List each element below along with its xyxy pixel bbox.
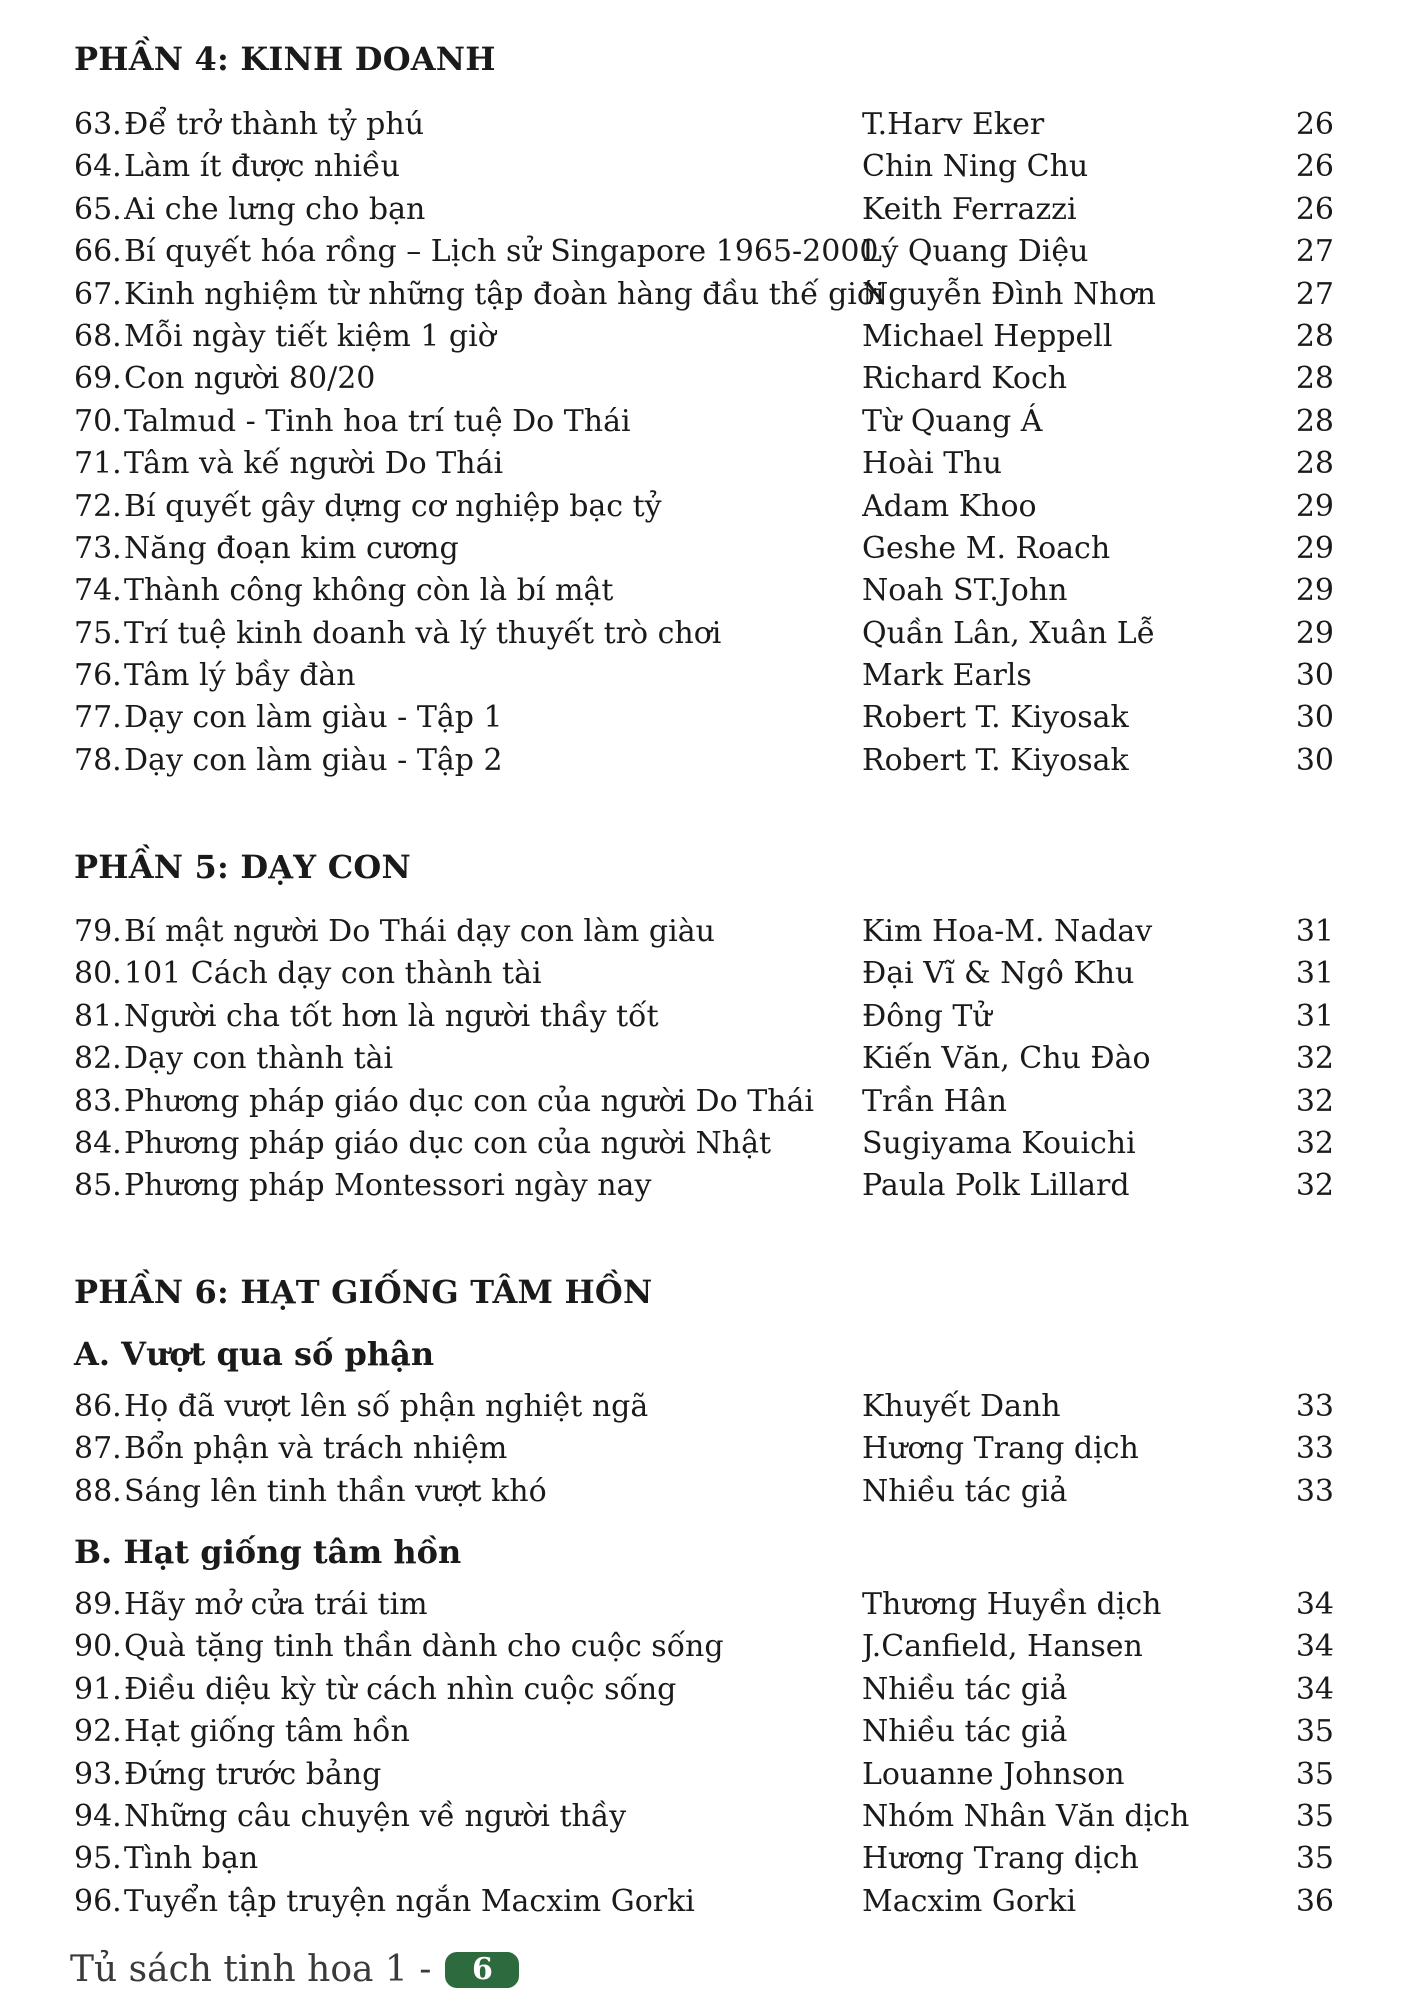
- entry-page-number: 36: [1295, 1883, 1334, 1919]
- page-footer: [70, 1948, 519, 1992]
- entry-page-number: 34: [1295, 1629, 1334, 1665]
- entry-number: 76.: [74, 658, 122, 694]
- toc-entry: [74, 104, 1334, 146]
- entry-author: Keith Ferrazzi: [862, 191, 1077, 227]
- entry-page-number: 35: [1295, 1756, 1334, 1792]
- entry-author: Hương Trang dịch: [862, 1431, 1139, 1467]
- entry-page-number: 27: [1295, 234, 1334, 270]
- entry-author: T.Harv Eker: [862, 107, 1045, 142]
- toc-entry: [74, 697, 1334, 739]
- toc-entry: [74, 953, 1334, 995]
- entry-author: Adam Khoo: [862, 488, 1037, 524]
- entry-number: 77.: [74, 700, 122, 736]
- toc-entry: [74, 1081, 1334, 1123]
- toc-entry: [74, 274, 1334, 316]
- entry-number: 75.: [74, 615, 122, 651]
- entry-number: 73.: [74, 530, 122, 566]
- entries-vuot-qua-so-phan: [74, 1386, 1334, 1513]
- page-number-badge: 6: [445, 1952, 519, 1988]
- entry-number: 78.: [74, 742, 122, 778]
- entry-page-number: 35: [1295, 1841, 1334, 1877]
- toc-entry: [74, 1881, 1334, 1923]
- entry-page-number: 30: [1295, 658, 1334, 694]
- entry-author: Nhiều tác giả: [862, 1714, 1068, 1750]
- entry-number: 70.: [74, 403, 122, 439]
- toc-entry: [74, 655, 1334, 697]
- toc-entry: [74, 1669, 1334, 1711]
- entry-page-number: 32: [1295, 1083, 1334, 1119]
- entry-title: Phương pháp giáo dục con của người Nhật: [124, 1125, 772, 1161]
- entry-author: Từ Quang Á: [862, 403, 1043, 439]
- entries-kinh-doanh: [74, 104, 1334, 782]
- entry-title: Tình bạn: [124, 1841, 259, 1877]
- entry-page-number: 29: [1295, 615, 1334, 651]
- entry-page-number: 33: [1295, 1389, 1334, 1424]
- toc-entry: [74, 1754, 1334, 1796]
- entry-page-number: 29: [1295, 530, 1334, 566]
- entry-page-number: 32: [1295, 1168, 1334, 1204]
- entry-number: 71.: [74, 446, 122, 482]
- entry-page-number: 35: [1295, 1714, 1334, 1750]
- toc-entry: [74, 1165, 1334, 1207]
- toc-entry: [74, 911, 1334, 953]
- entry-title: Talmud - Tinh hoa trí tuệ Do Thái: [124, 403, 631, 439]
- entry-title: Để trở thành tỷ phú: [124, 107, 425, 142]
- entry-page-number: 35: [1295, 1798, 1334, 1834]
- entries-hat-giong-tam-hon: [74, 1584, 1334, 1923]
- entry-title: Dạy con làm giàu - Tập 1: [124, 700, 503, 736]
- entry-title: Dạy con làm giàu - Tập 2: [124, 742, 503, 778]
- entry-number: 67.: [74, 276, 122, 312]
- entry-author: Khuyết Danh: [862, 1389, 1061, 1424]
- entry-page-number: 31: [1295, 914, 1334, 949]
- entry-title: Bí quyết gây dựng cơ nghiệp bạc tỷ: [124, 488, 662, 524]
- entry-title: 101 Cách dạy con thành tài: [124, 956, 542, 992]
- entry-number: 91.: [74, 1671, 122, 1707]
- entry-title: Con người 80/20: [124, 361, 376, 397]
- entry-title: Năng đoạn kim cương: [124, 530, 459, 566]
- entry-number: 96.: [74, 1883, 122, 1919]
- entries-day-con: [74, 911, 1334, 1208]
- entry-number: 81.: [74, 998, 122, 1034]
- entry-number: 64.: [74, 149, 122, 185]
- entry-number: 66.: [74, 234, 122, 270]
- toc-entry: [74, 1038, 1334, 1080]
- entry-page-number: 28: [1295, 361, 1334, 397]
- footer-series-title: Tủ sách tinh hoa 1 -: [70, 1949, 432, 1990]
- entry-page-number: 26: [1295, 107, 1334, 142]
- toc-entry: [74, 189, 1334, 231]
- entry-page-number: 32: [1295, 1125, 1334, 1161]
- toc-entry: [74, 401, 1334, 443]
- entry-title: Ai che lưng cho bạn: [124, 191, 426, 227]
- entry-author: Macxim Gorki: [862, 1883, 1077, 1919]
- entry-title: Bổn phận và trách nhiệm: [124, 1431, 508, 1467]
- entry-title: Người cha tốt hơn là người thầy tốt: [124, 998, 659, 1034]
- toc-entry: [74, 1123, 1334, 1165]
- entry-author: Richard Koch: [862, 361, 1068, 397]
- section-title-kinh-doanh: PHẦN 4: KINH DOANH: [74, 40, 496, 78]
- entry-author: Nhóm Nhân Văn dịch: [862, 1798, 1190, 1834]
- toc-entry: [74, 231, 1334, 273]
- toc-entry: [74, 613, 1334, 655]
- entry-author: Nhiều tác giả: [862, 1473, 1068, 1509]
- toc-entry: [74, 1838, 1334, 1880]
- toc-entry: [74, 443, 1334, 485]
- entry-author: Quần Lân, Xuân Lễ: [862, 615, 1156, 651]
- entry-page-number: 26: [1295, 149, 1334, 185]
- entry-author: Mark Earls: [862, 658, 1032, 694]
- toc-entry: [74, 740, 1334, 782]
- entry-author: Hương Trang dịch: [862, 1841, 1139, 1877]
- toc-entry: [74, 316, 1334, 358]
- entry-page-number: 28: [1295, 403, 1334, 439]
- entry-author: Đông Tử: [862, 998, 992, 1034]
- entry-title: Họ đã vượt lên số phận nghiệt ngã: [124, 1389, 649, 1424]
- entry-number: 82.: [74, 1041, 122, 1077]
- toc-entry: [74, 1626, 1334, 1668]
- entry-number: 79.: [74, 914, 122, 949]
- entry-title: Bí quyết hóa rồng – Lịch sử Singapore 1965-2000: [124, 234, 879, 270]
- entry-author: Chin Ning Chu: [862, 149, 1089, 185]
- entry-number: 65.: [74, 191, 122, 227]
- entry-author: Trần Hân: [862, 1083, 1007, 1119]
- entry-title: Làm ít được nhiều: [124, 149, 400, 185]
- toc-entry: [74, 486, 1334, 528]
- entry-page-number: 30: [1295, 742, 1334, 778]
- entry-title: Mỗi ngày tiết kiệm 1 giờ: [124, 318, 496, 354]
- entry-number: 74.: [74, 573, 122, 609]
- entry-author: Đại Vĩ & Ngô Khu: [862, 956, 1135, 992]
- entry-number: 95.: [74, 1841, 122, 1877]
- toc-entry: [74, 1471, 1334, 1513]
- entry-page-number: 28: [1295, 318, 1334, 354]
- entry-page-number: 29: [1295, 573, 1334, 609]
- entry-title: Tâm và kế người Do Thái: [124, 446, 504, 482]
- subsection-title-vuot-qua-so-phan: A. Vượt qua số phận: [74, 1335, 435, 1373]
- entry-number: 94.: [74, 1798, 122, 1834]
- entry-title: Sáng lên tinh thần vượt khó: [124, 1473, 547, 1509]
- entry-title: Kinh nghiệm từ những tập đoàn hàng đầu thế giới: [124, 276, 885, 312]
- entry-number: 86.: [74, 1389, 122, 1424]
- entry-number: 92.: [74, 1714, 122, 1750]
- entry-author: Hoài Thu: [862, 446, 1002, 482]
- entry-page-number: 31: [1295, 956, 1334, 992]
- entry-title: Tâm lý bầy đàn: [124, 658, 356, 694]
- entry-page-number: 33: [1295, 1431, 1334, 1467]
- entry-title: Trí tuệ kinh doanh và lý thuyết trò chơi: [124, 615, 722, 651]
- entry-number: 85.: [74, 1168, 122, 1204]
- entry-number: 89.: [74, 1587, 122, 1622]
- entry-title: Tuyển tập truyện ngắn Macxim Gorki: [124, 1883, 695, 1919]
- section-title-hat-giong-tam-hon: PHẦN 6: HẠT GIỐNG TÂM HỒN: [74, 1273, 653, 1311]
- entry-page-number: 31: [1295, 998, 1334, 1034]
- toc-entry: [74, 1584, 1334, 1626]
- toc-entry: [74, 1711, 1334, 1753]
- toc-entry: [74, 1428, 1334, 1470]
- entry-author: Kiến Văn, Chu Đào: [862, 1041, 1151, 1077]
- entry-number: 68.: [74, 318, 122, 354]
- entry-page-number: 34: [1295, 1671, 1334, 1707]
- entry-title: Hạt giống tâm hồn: [124, 1714, 410, 1750]
- entry-title: Hãy mở cửa trái tim: [124, 1587, 428, 1622]
- entry-page-number: 26: [1295, 191, 1334, 227]
- subsection-title-hat-giong-tam-hon: B. Hạt giống tâm hồn: [74, 1533, 462, 1571]
- entry-author: Robert T. Kiyosak: [862, 700, 1129, 736]
- entry-page-number: 27: [1295, 276, 1334, 312]
- entry-author: Michael Heppell: [862, 318, 1113, 354]
- entry-title: Quà tặng tinh thần dành cho cuộc sống: [124, 1629, 724, 1665]
- entry-title: Đứng trước bảng: [124, 1756, 382, 1792]
- entry-number: 87.: [74, 1431, 122, 1467]
- entry-number: 80.: [74, 956, 122, 992]
- entry-title: Điều diệu kỳ từ cách nhìn cuộc sống: [124, 1671, 677, 1707]
- entry-number: 93.: [74, 1756, 122, 1792]
- entry-author: Sugiyama Kouichi: [862, 1125, 1136, 1161]
- toc-entry: [74, 1796, 1334, 1838]
- entry-author: Noah ST.John: [862, 573, 1068, 609]
- entry-author: Thương Huyền dịch: [862, 1587, 1162, 1622]
- entry-author: Nguyễn Đình Nhơn: [862, 276, 1156, 312]
- entry-number: 84.: [74, 1125, 122, 1161]
- entry-author: Robert T. Kiyosak: [862, 742, 1129, 778]
- entry-page-number: 28: [1295, 446, 1334, 482]
- entry-number: 88.: [74, 1473, 122, 1509]
- entry-page-number: 34: [1295, 1587, 1334, 1622]
- entry-author: Louanne Johnson: [862, 1756, 1125, 1792]
- toc-entry: [74, 146, 1334, 188]
- entry-page-number: 29: [1295, 488, 1334, 524]
- toc-entry: [74, 570, 1334, 612]
- entry-page-number: 32: [1295, 1041, 1334, 1077]
- entry-number: 72.: [74, 488, 122, 524]
- entry-number: 63.: [74, 107, 122, 142]
- entry-number: 83.: [74, 1083, 122, 1119]
- section-title-day-con: PHẦN 5: DẠY CON: [74, 848, 411, 886]
- entry-title: Phương pháp giáo dục con của người Do Thái: [124, 1083, 815, 1119]
- entry-number: 90.: [74, 1629, 122, 1665]
- toc-entry: [74, 996, 1334, 1038]
- entry-author: Paula Polk Lillard: [862, 1168, 1130, 1204]
- entry-page-number: 30: [1295, 700, 1334, 736]
- toc-entry: [74, 528, 1334, 570]
- toc-entry: [74, 358, 1334, 400]
- entry-page-number: 33: [1295, 1473, 1334, 1509]
- entry-title: Phương pháp Montessori ngày nay: [124, 1168, 652, 1204]
- entry-number: 69.: [74, 361, 122, 397]
- entry-author: Kim Hoa-M. Nadav: [862, 914, 1153, 949]
- entry-title: Những câu chuyện về người thầy: [124, 1798, 627, 1834]
- entry-title: Bí mật người Do Thái dạy con làm giàu: [124, 914, 715, 949]
- entry-title: Dạy con thành tài: [124, 1041, 394, 1077]
- entry-author: Nhiều tác giả: [862, 1671, 1068, 1707]
- entry-author: Geshe M. Roach: [862, 530, 1111, 566]
- entry-title: Thành công không còn là bí mật: [124, 573, 614, 609]
- entry-author: J.Canfield, Hansen: [862, 1629, 1143, 1665]
- toc-entry: [74, 1386, 1334, 1428]
- entry-author: Lý Quang Diệu: [862, 234, 1089, 270]
